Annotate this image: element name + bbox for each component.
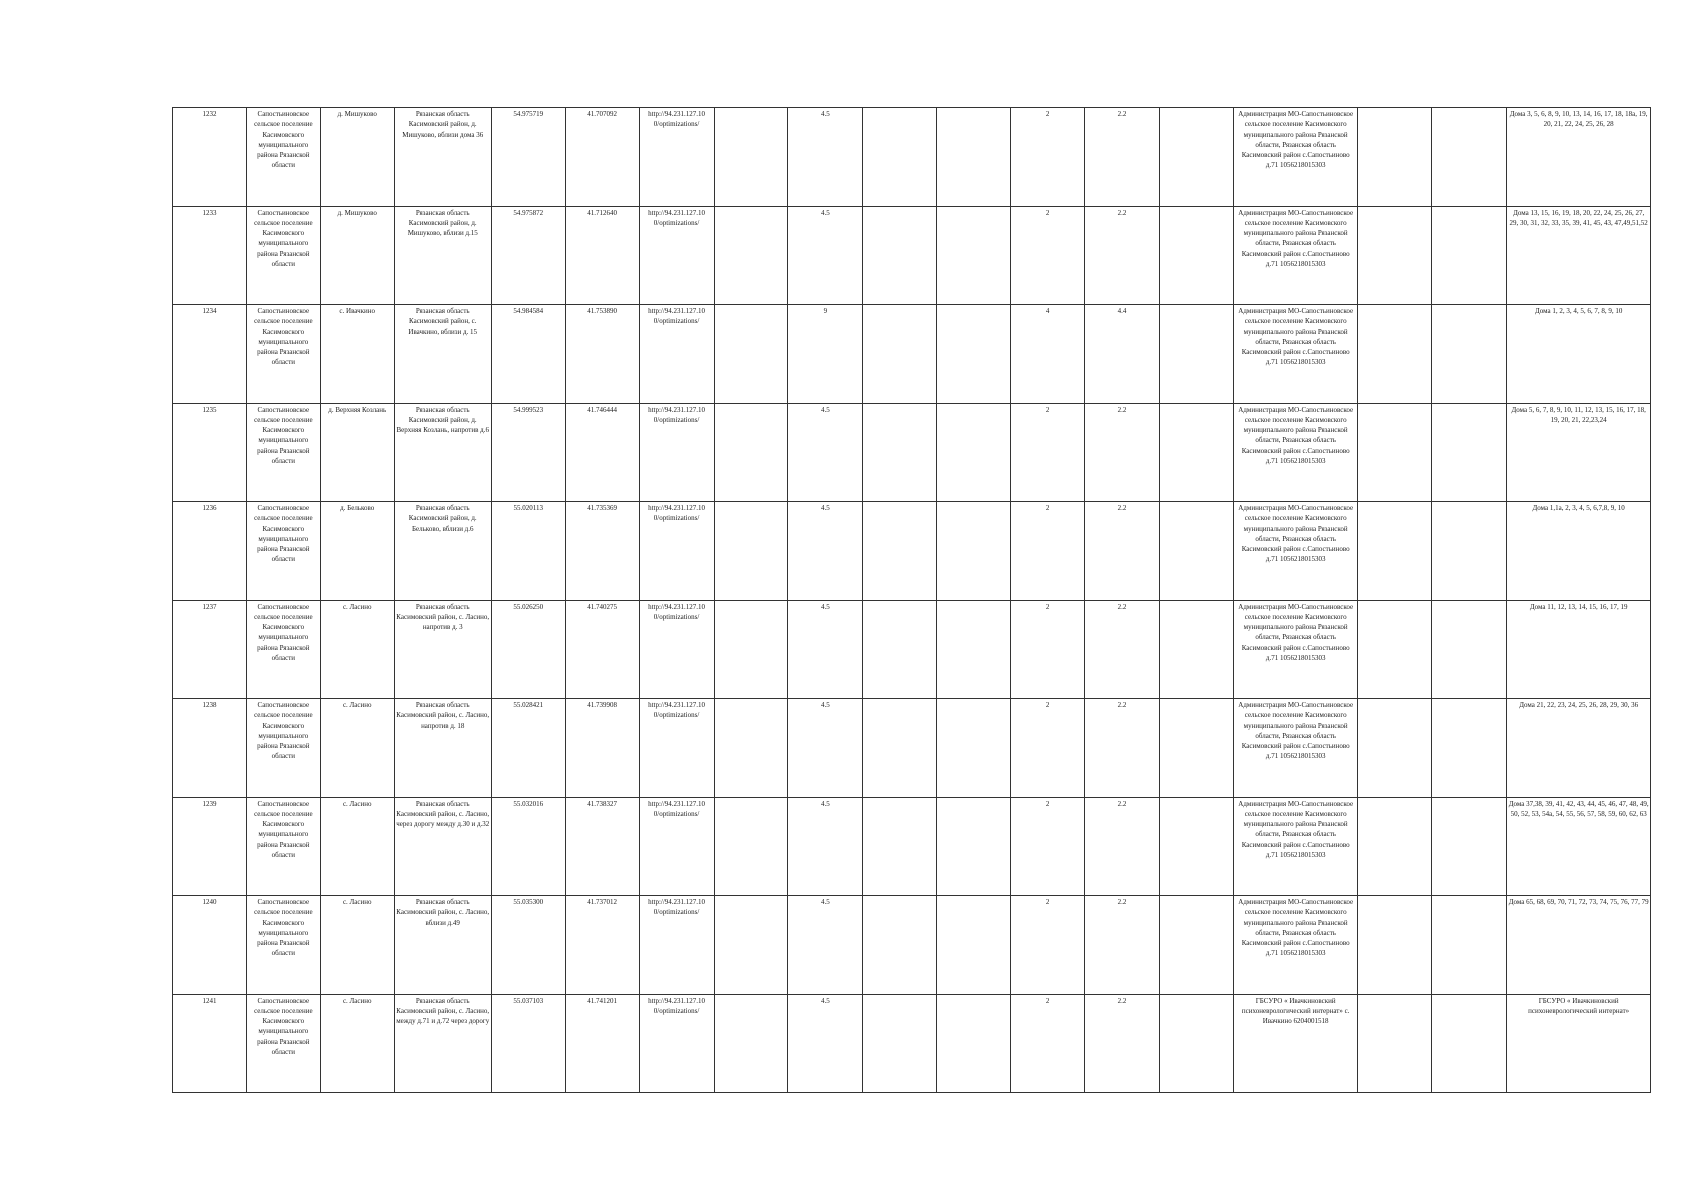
empty-cell [714, 896, 788, 995]
empty-cell [1160, 206, 1234, 305]
count-cell: 2 [1011, 994, 1085, 1093]
settlement-cell: Сапостьиновское сельское поселение Касимовского муниципального района Рязанской области [246, 797, 320, 896]
owner-cell: Администрация МО-Сапостьиновское сельское поселение Касимовского муниципального района Рязанской области, Рязанская область Касимовский район с.Сапостьиново д.71 1056218015303 [1233, 206, 1358, 305]
url-cell: http://94.231.127.10 0/optimizations/ [639, 797, 714, 896]
url-cell: http://94.231.127.10 0/optimizations/ [639, 994, 714, 1093]
settlement-cell: Сапостьиновское сельское поселение Касимовского муниципального района Рязанской области [246, 305, 320, 404]
empty-cell [1358, 994, 1432, 1093]
houses-cell: Дома 1, 2, 3, 4, 5, 6, 7, 8, 9, 10 [1507, 305, 1651, 404]
latitude-cell: 55.028421 [491, 699, 565, 798]
row-number: 1233 [173, 206, 247, 305]
empty-cell [863, 699, 937, 798]
empty-cell [937, 600, 1011, 699]
volume-cell: 2.2 [1085, 403, 1160, 502]
empty-cell [1358, 797, 1432, 896]
empty-cell [1432, 797, 1507, 896]
locality-cell: с. Ласино [320, 896, 394, 995]
owner-cell: Администрация МО-Сапостьиновское сельское поселение Касимовского муниципального района Рязанской области, Рязанская область Касимовский район с.Сапостьиново д.71 1056218015303 [1233, 305, 1358, 404]
row-number: 1236 [173, 502, 247, 601]
longitude-cell: 41.712640 [565, 206, 639, 305]
row-number: 1235 [173, 403, 247, 502]
empty-cell [863, 305, 937, 404]
houses-cell: Дома 65, 68, 69, 70, 71, 72, 73, 74, 75, 76, 77, 79 [1507, 896, 1651, 995]
empty-cell [1358, 206, 1432, 305]
count-cell: 2 [1011, 699, 1085, 798]
empty-cell [1432, 108, 1507, 207]
houses-cell: ГБСУРО « Ивачкиновский психоневрологический интернат» [1507, 994, 1651, 1093]
longitude-cell: 41.741201 [565, 994, 639, 1093]
locality-cell: д. Верхняя Козлань [320, 403, 394, 502]
empty-cell [1432, 896, 1507, 995]
locality-cell: с. Ласино [320, 600, 394, 699]
empty-cell [1358, 600, 1432, 699]
table-row [173, 403, 1651, 502]
settlement-cell: Сапостьиновское сельское поселение Касимовского муниципального района Рязанской области [246, 994, 320, 1093]
longitude-cell: 41.746444 [565, 403, 639, 502]
empty-cell [1160, 305, 1234, 404]
count-cell: 4 [1011, 305, 1085, 404]
count-cell: 2 [1011, 502, 1085, 601]
table-row [173, 206, 1651, 305]
locality-cell: с. Ласино [320, 797, 394, 896]
volume-cell: 2.2 [1085, 600, 1160, 699]
capacity-cell: 4.5 [788, 994, 863, 1093]
empty-cell [937, 502, 1011, 601]
count-cell: 2 [1011, 403, 1085, 502]
empty-cell [714, 206, 788, 305]
capacity-cell: 4.5 [788, 600, 863, 699]
volume-cell: 4.4 [1085, 305, 1160, 404]
latitude-cell: 55.020113 [491, 502, 565, 601]
empty-cell [1358, 305, 1432, 404]
empty-cell [714, 994, 788, 1093]
longitude-cell: 41.738327 [565, 797, 639, 896]
table-row [173, 502, 1651, 601]
row-number: 1241 [173, 994, 247, 1093]
capacity-cell: 4.5 [788, 403, 863, 502]
longitude-cell: 41.737012 [565, 896, 639, 995]
count-cell: 2 [1011, 108, 1085, 207]
empty-cell [1160, 699, 1234, 798]
settlement-cell: Сапостьиновское сельское поселение Касимовского муниципального района Рязанской области [246, 699, 320, 798]
volume-cell: 2.2 [1085, 994, 1160, 1093]
empty-cell [1432, 600, 1507, 699]
locality-cell: с. Ивачкино [320, 305, 394, 404]
count-cell: 2 [1011, 600, 1085, 699]
locality-cell: д. Бельково [320, 502, 394, 601]
capacity-cell: 4.5 [788, 108, 863, 207]
url-cell: http://94.231.127.10 0/optimizations/ [639, 108, 714, 207]
houses-cell: Дома 11, 12, 13, 14, 15, 16, 17, 19 [1507, 600, 1651, 699]
empty-cell [714, 797, 788, 896]
row-number: 1240 [173, 896, 247, 995]
empty-cell [1432, 699, 1507, 798]
address-cell: Рязанская область Касимовский район, д. Верхняя Козлань, напротив д.6 [394, 403, 491, 502]
empty-cell [1432, 305, 1507, 404]
table-row [173, 699, 1651, 798]
row-number: 1237 [173, 600, 247, 699]
owner-cell: Администрация МО-Сапостьиновское сельское поселение Касимовского муниципального района Рязанской области, Рязанская область Касимовский район с.Сапостьиново д.71 1056218015303 [1233, 502, 1358, 601]
registry-table [172, 107, 1651, 1093]
houses-cell: Дома 21, 22, 23, 24, 25, 26, 28, 29, 30, 36 [1507, 699, 1651, 798]
latitude-cell: 55.037103 [491, 994, 565, 1093]
owner-cell: Администрация МО-Сапостьиновское сельское поселение Касимовского муниципального района Рязанской области, Рязанская область Касимовский район с.Сапостьиново д.71 1056218015303 [1233, 896, 1358, 995]
owner-cell: Администрация МО-Сапостьиновское сельское поселение Касимовского муниципального района Рязанской области, Рязанская область Касимовский район с.Сапостьиново д.71 1056218015303 [1233, 600, 1358, 699]
url-cell: http://94.231.127.10 0/optimizations/ [639, 403, 714, 502]
empty-cell [714, 108, 788, 207]
table-row [173, 600, 1651, 699]
volume-cell: 2.2 [1085, 896, 1160, 995]
empty-cell [714, 403, 788, 502]
empty-cell [937, 994, 1011, 1093]
empty-cell [1160, 994, 1234, 1093]
volume-cell: 2.2 [1085, 502, 1160, 601]
settlement-cell: Сапостьиновское сельское поселение Касимовского муниципального района Рязанской области [246, 108, 320, 207]
latitude-cell: 54.975719 [491, 108, 565, 207]
address-cell: Рязанская область Касимовский район, с. Ласино, напротив д. 18 [394, 699, 491, 798]
table-row [173, 797, 1651, 896]
empty-cell [937, 403, 1011, 502]
locality-cell: с. Ласино [320, 699, 394, 798]
capacity-cell: 4.5 [788, 896, 863, 995]
row-number: 1234 [173, 305, 247, 404]
empty-cell [714, 305, 788, 404]
row-number: 1238 [173, 699, 247, 798]
empty-cell [1358, 108, 1432, 207]
empty-cell [863, 896, 937, 995]
empty-cell [1160, 896, 1234, 995]
empty-cell [937, 108, 1011, 207]
volume-cell: 2.2 [1085, 797, 1160, 896]
empty-cell [1358, 896, 1432, 995]
empty-cell [1358, 699, 1432, 798]
longitude-cell: 41.707092 [565, 108, 639, 207]
capacity-cell: 4.5 [788, 797, 863, 896]
empty-cell [1160, 108, 1234, 207]
empty-cell [863, 797, 937, 896]
row-number: 1232 [173, 108, 247, 207]
settlement-cell: Сапостьиновское сельское поселение Касимовского муниципального района Рязанской области [246, 600, 320, 699]
latitude-cell: 55.032016 [491, 797, 565, 896]
settlement-cell: Сапостьиновское сельское поселение Касимовского муниципального района Рязанской области [246, 206, 320, 305]
owner-cell: Администрация МО-Сапостьиновское сельское поселение Касимовского муниципального района Рязанской области, Рязанская область Касимовский район с.Сапостьиново д.71 1056218015303 [1233, 403, 1358, 502]
owner-cell: Администрация МО-Сапостьиновское сельское поселение Касимовского муниципального района Рязанской области, Рязанская область Касимовский район с.Сапостьиново д.71 1056218015303 [1233, 699, 1358, 798]
empty-cell [1358, 403, 1432, 502]
address-cell: Рязанская область Касимовский район, д. Мишуково, вблизи дома 36 [394, 108, 491, 207]
locality-cell: с. Ласино [320, 994, 394, 1093]
url-cell: http://94.231.127.10 0/optimizations/ [639, 600, 714, 699]
latitude-cell: 55.035300 [491, 896, 565, 995]
url-cell: http://94.231.127.10 0/optimizations/ [639, 305, 714, 404]
locality-cell: д. Мишуково [320, 108, 394, 207]
settlement-cell: Сапостьиновское сельское поселение Касимовского муниципального района Рязанской области [246, 403, 320, 502]
latitude-cell: 55.026250 [491, 600, 565, 699]
table-row [173, 994, 1651, 1093]
owner-cell: Администрация МО-Сапостьиновское сельское поселение Касимовского муниципального района Рязанской области, Рязанская область Касимовский район с.Сапостьиново д.71 1056218015303 [1233, 797, 1358, 896]
empty-cell [863, 502, 937, 601]
empty-cell [714, 600, 788, 699]
address-cell: Рязанская область Касимовский район, д. Бельково, вблизи д.6 [394, 502, 491, 601]
houses-cell: Дома 5, 6, 7, 8, 9, 10, 11, 12, 13, 15, 16, 17, 18, 19, 20, 21, 22,23,24 [1507, 403, 1651, 502]
longitude-cell: 41.740275 [565, 600, 639, 699]
owner-cell: ГБСУРО « Ивачкиновский психоневрологический интернат» с. Ивачкино 6204001518 [1233, 994, 1358, 1093]
empty-cell [863, 994, 937, 1093]
empty-cell [937, 896, 1011, 995]
latitude-cell: 54.975872 [491, 206, 565, 305]
url-cell: http://94.231.127.10 0/optimizations/ [639, 206, 714, 305]
address-cell: Рязанская область Касимовский район, с. Ласино, вблизи д.49 [394, 896, 491, 995]
address-cell: Рязанская область Касимовский район, с. Ивачкино, вблизи д. 15 [394, 305, 491, 404]
empty-cell [937, 305, 1011, 404]
houses-cell: Дома 37,38, 39, 41, 42, 43, 44, 45, 46, 47, 48, 49, 50, 52, 53, 54а, 54, 55, 56, 57, 58, 59, 60, 62, 63 [1507, 797, 1651, 896]
count-cell: 2 [1011, 797, 1085, 896]
empty-cell [937, 797, 1011, 896]
houses-cell: Дома 1,1а, 2, 3, 4, 5, 6,7,8, 9, 10 [1507, 502, 1651, 601]
settlement-cell: Сапостьиновское сельское поселение Касимовского муниципального района Рязанской области [246, 896, 320, 995]
longitude-cell: 41.753890 [565, 305, 639, 404]
volume-cell: 2.2 [1085, 206, 1160, 305]
volume-cell: 2.2 [1085, 699, 1160, 798]
volume-cell: 2.2 [1085, 108, 1160, 207]
row-number: 1239 [173, 797, 247, 896]
empty-cell [863, 600, 937, 699]
empty-cell [1432, 403, 1507, 502]
houses-cell: Дома 13, 15, 16, 19, 18, 20, 22, 24, 25, 26, 27, 29, 30, 31, 32, 33, 35, 39, 41, 45, 43, 47,49,51,52 [1507, 206, 1651, 305]
address-cell: Рязанская область Касимовский район, с. Ласино, между д.71 и д.72 через дорогу [394, 994, 491, 1093]
empty-cell [1358, 502, 1432, 601]
latitude-cell: 54.999523 [491, 403, 565, 502]
table-row [173, 305, 1651, 404]
settlement-cell: Сапостьиновское сельское поселение Касимовского муниципального района Рязанской области [246, 502, 320, 601]
locality-cell: д. Мишуково [320, 206, 394, 305]
empty-cell [1160, 403, 1234, 502]
empty-cell [937, 206, 1011, 305]
capacity-cell: 9 [788, 305, 863, 404]
url-cell: http://94.231.127.10 0/optimizations/ [639, 699, 714, 798]
count-cell: 2 [1011, 896, 1085, 995]
table-row [173, 896, 1651, 995]
address-cell: Рязанская область Касимовский район, д. Мишуково, вблизи д.15 [394, 206, 491, 305]
capacity-cell: 4.5 [788, 502, 863, 601]
empty-cell [1432, 994, 1507, 1093]
empty-cell [1160, 502, 1234, 601]
url-cell: http://94.231.127.10 0/optimizations/ [639, 502, 714, 601]
empty-cell [1160, 600, 1234, 699]
registry-body [173, 108, 1651, 1093]
empty-cell [714, 699, 788, 798]
houses-cell: Дома 3, 5, 6, 8, 9, 10, 13, 14, 16, 17, 18, 18а, 19, 20, 21, 22, 24, 25, 26, 28 [1507, 108, 1651, 207]
capacity-cell: 4.5 [788, 699, 863, 798]
empty-cell [863, 206, 937, 305]
address-cell: Рязанская область Касимовский район, с. Ласино, через дорогу между д.30 и д.32 [394, 797, 491, 896]
latitude-cell: 54.984584 [491, 305, 565, 404]
empty-cell [714, 502, 788, 601]
url-cell: http://94.231.127.10 0/optimizations/ [639, 896, 714, 995]
empty-cell [1432, 502, 1507, 601]
address-cell: Рязанская область Касимовский район, с. Ласино, напротив д. 3 [394, 600, 491, 699]
empty-cell [1160, 797, 1234, 896]
empty-cell [1432, 206, 1507, 305]
empty-cell [937, 699, 1011, 798]
capacity-cell: 4.5 [788, 206, 863, 305]
count-cell: 2 [1011, 206, 1085, 305]
owner-cell: Администрация МО-Сапостьиновское сельское поселение Касимовского муниципального района Рязанской области, Рязанская область Касимовский район с.Сапостьиново д.71 1056218015303 [1233, 108, 1358, 207]
empty-cell [863, 403, 937, 502]
empty-cell [863, 108, 937, 207]
longitude-cell: 41.739908 [565, 699, 639, 798]
longitude-cell: 41.735369 [565, 502, 639, 601]
table-row [173, 108, 1651, 207]
